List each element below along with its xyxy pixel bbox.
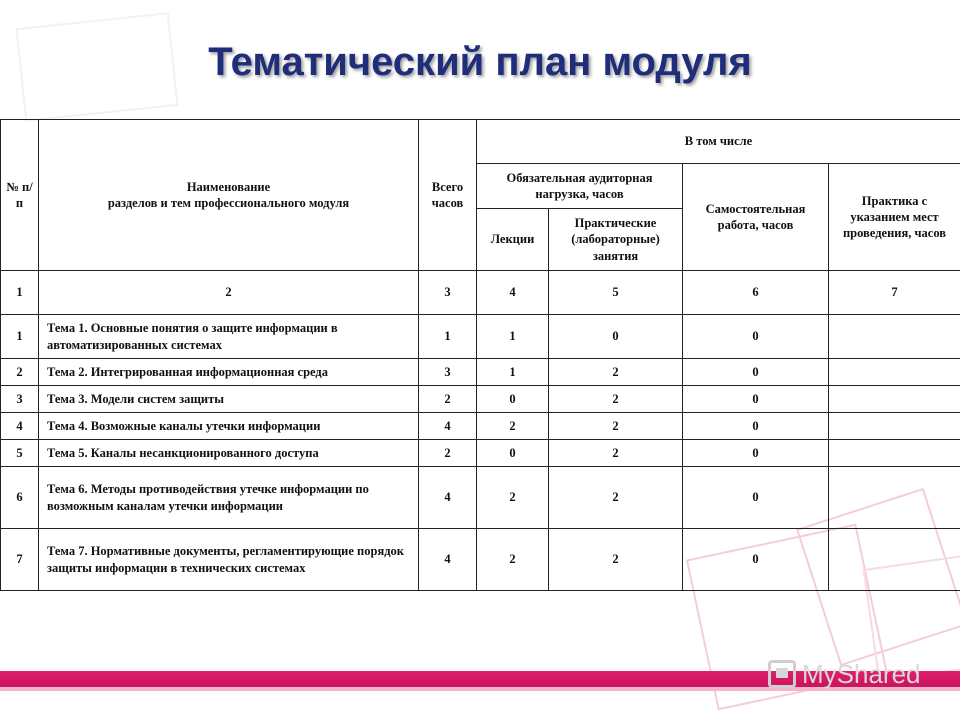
header-practice: Практика с указанием мест проведения, часов <box>829 164 960 271</box>
table-row <box>1 440 960 467</box>
row-name: Тема 6. Методы противодействия утечке информации по возможным каналам утечки информации <box>39 467 419 529</box>
row-practical: 2 <box>549 386 683 413</box>
row-self: 0 <box>683 467 829 529</box>
table-row <box>1 529 960 591</box>
row-self: 0 <box>683 359 829 386</box>
row-practical: 2 <box>549 467 683 529</box>
row-lectures: 1 <box>477 359 549 386</box>
col-number: 2 <box>39 271 419 315</box>
row-self: 0 <box>683 529 829 591</box>
row-practice <box>829 440 960 467</box>
column-numbers-row <box>1 271 960 315</box>
row-practical: 2 <box>549 440 683 467</box>
row-name: Тема 7. Нормативные документы, регламентирующие порядок защиты информации в технических системах <box>39 529 419 591</box>
header-practical: Практические (лабораторные) занятия <box>549 209 683 271</box>
row-name: Тема 5. Каналы несанкционированного доступа <box>39 440 419 467</box>
row-total: 4 <box>419 529 477 591</box>
row-total: 2 <box>419 386 477 413</box>
row-lectures: 0 <box>477 386 549 413</box>
watermark-logo <box>768 656 921 692</box>
table-row <box>1 315 960 359</box>
table-row <box>1 386 960 413</box>
row-total: 1 <box>419 315 477 359</box>
row-name: Тема 1. Основные понятия о защите информации в автоматизированных системах <box>39 315 419 359</box>
header-num: № п/ п <box>1 120 39 271</box>
col-number: 5 <box>549 271 683 315</box>
row-total: 4 <box>419 467 477 529</box>
header-including: В том числе <box>477 120 960 164</box>
header-name <box>39 120 419 271</box>
row-practice <box>829 529 960 591</box>
row-self: 0 <box>683 315 829 359</box>
plan-table <box>0 119 960 591</box>
row-practical: 2 <box>549 359 683 386</box>
row-lectures: 0 <box>477 440 549 467</box>
col-number: 3 <box>419 271 477 315</box>
row-num: 6 <box>1 467 39 529</box>
table-row <box>1 467 960 529</box>
row-name: Тема 4. Возможные каналы утечки информации <box>39 413 419 440</box>
row-name: Тема 3. Модели систем защиты <box>39 386 419 413</box>
col-number: 7 <box>829 271 960 315</box>
row-practice <box>829 467 960 529</box>
row-self: 0 <box>683 440 829 467</box>
row-practical: 2 <box>549 413 683 440</box>
header-mandatory: Обязательная аудиторная нагрузка, часов <box>477 164 683 209</box>
row-num: 4 <box>1 413 39 440</box>
row-practice <box>829 359 960 386</box>
presentation-icon <box>768 660 796 688</box>
table-row <box>1 413 960 440</box>
row-num: 1 <box>1 315 39 359</box>
col-number: 6 <box>683 271 829 315</box>
row-num: 5 <box>1 440 39 467</box>
row-lectures: 2 <box>477 529 549 591</box>
row-practice <box>829 413 960 440</box>
watermark-text: MyShared <box>802 658 921 689</box>
row-total: 3 <box>419 359 477 386</box>
row-self: 0 <box>683 386 829 413</box>
header-lectures: Лекции <box>477 209 549 271</box>
row-lectures: 2 <box>477 467 549 529</box>
row-name: Тема 2. Интегрированная информационная среда <box>39 359 419 386</box>
header-name-line1: Наименование <box>186 179 271 194</box>
col-number: 4 <box>477 271 549 315</box>
row-practice <box>829 386 960 413</box>
header-total: Всего часов <box>419 120 477 271</box>
col-number: 1 <box>1 271 39 315</box>
table-row <box>1 359 960 386</box>
row-num: 7 <box>1 529 39 591</box>
row-practical: 0 <box>549 315 683 359</box>
row-total: 2 <box>419 440 477 467</box>
row-num: 2 <box>1 359 39 386</box>
row-self: 0 <box>683 413 829 440</box>
header-self-work: Самостоятельная работа, часов <box>683 164 829 271</box>
row-practical: 2 <box>549 529 683 591</box>
row-total: 4 <box>419 413 477 440</box>
header-name-line2: разделов и тем профессионального модуля <box>107 196 350 210</box>
page-title: Тематический план модуля <box>208 40 752 84</box>
row-lectures: 2 <box>477 413 549 440</box>
row-num: 3 <box>1 386 39 413</box>
row-practice <box>829 315 960 359</box>
row-lectures: 1 <box>477 315 549 359</box>
